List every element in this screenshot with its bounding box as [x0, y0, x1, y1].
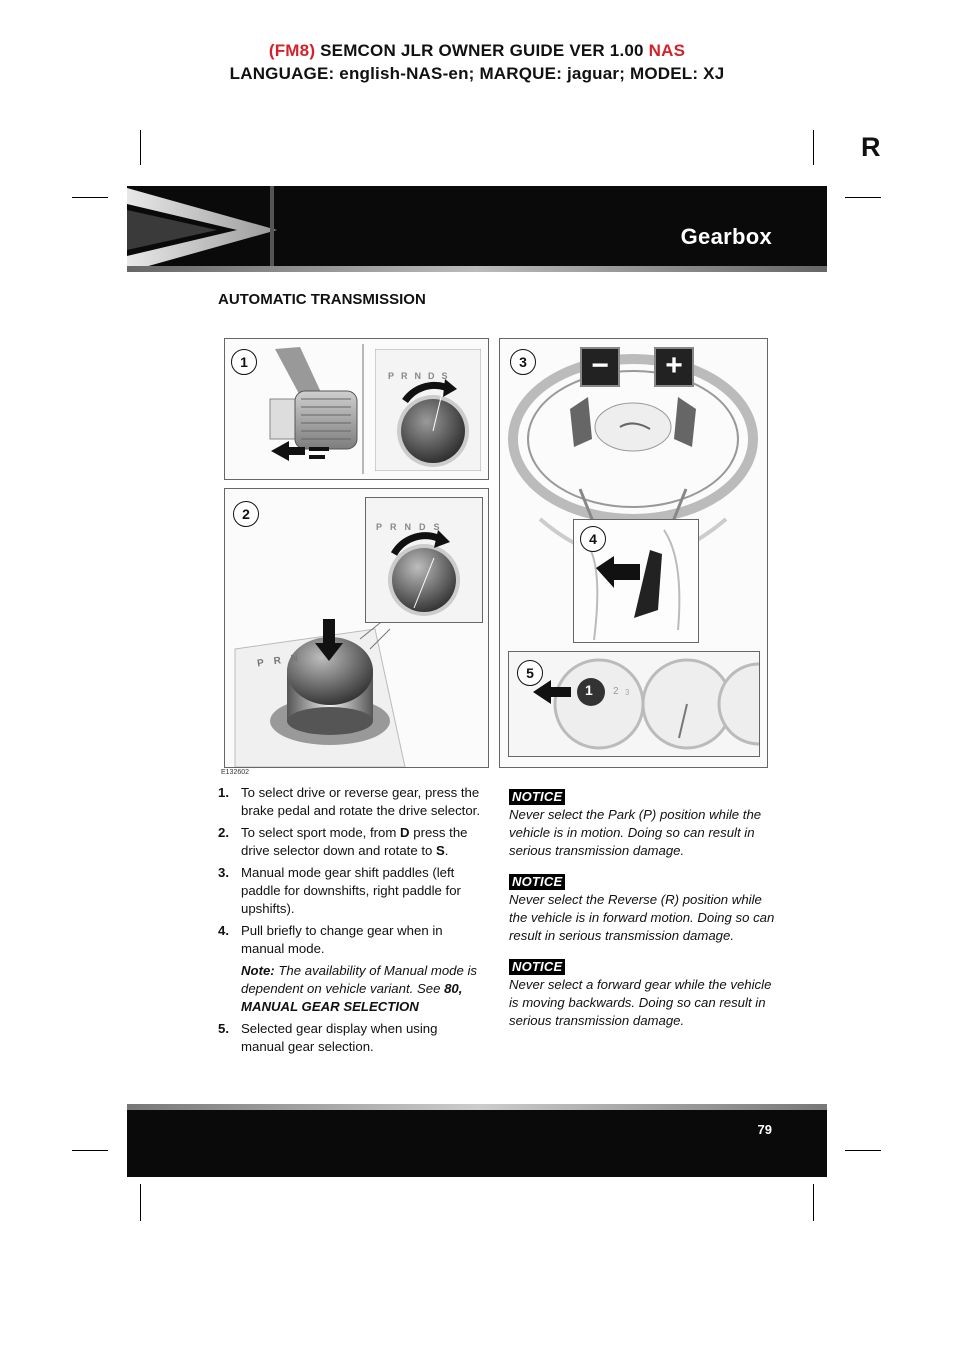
gear-p-2: P — [376, 522, 391, 532]
availability-note — [218, 962, 482, 1016]
panel-steering-paddles — [499, 338, 768, 768]
gear-display-2: 2 — [613, 686, 619, 697]
gear-s: S — [441, 371, 455, 381]
drive-selector-inset-2 — [365, 497, 483, 623]
section-heading: AUTOMATIC TRANSMISSION — [218, 291, 426, 308]
notice — [509, 958, 777, 1030]
callout-2: 2 — [233, 501, 259, 527]
step-text: . — [444, 843, 449, 858]
step-number: 3. — [218, 865, 229, 880]
step-number: 5. — [218, 1021, 229, 1036]
crop-mark — [72, 197, 108, 198]
drive-selector-inset-1 — [375, 349, 481, 471]
step-number: 1. — [218, 785, 229, 800]
panel-sport-mode — [224, 488, 489, 768]
notice-label: NOTICE — [509, 789, 565, 805]
crop-mark — [813, 1184, 814, 1221]
gear-s-2: S — [433, 522, 448, 532]
crop-mark — [813, 130, 814, 165]
upshift-plus-icon: + — [654, 347, 694, 387]
gear-p-lower: P — [256, 656, 275, 670]
instrument-cluster-graphic — [509, 652, 759, 756]
note-label: Note: — [241, 963, 275, 978]
document-header-line2: LANGUAGE: english-NAS-en; MARQUE: jaguar; MODEL: XJ — [229, 64, 725, 83]
step-bold-d: D — [400, 825, 410, 840]
list-item — [218, 922, 482, 958]
rotary-selector-graphic — [375, 349, 481, 471]
notice-label: NOTICE — [509, 874, 565, 890]
footer-gradient-strip — [127, 1104, 827, 1112]
note-text: The availability of Manual mode is dependent on vehicle variant. See — [241, 963, 478, 996]
gear-n-lower: N — [290, 651, 309, 665]
step-text: Selected gear display when using manual gear selection. — [241, 1021, 438, 1054]
gear-display-3: 3 — [625, 688, 630, 697]
notice — [509, 873, 777, 945]
downshift-minus-icon: − — [580, 347, 620, 387]
header-guide-title: SEMCON JLR OWNER GUIDE VER 1.00 — [315, 41, 649, 60]
callout-5: 5 — [517, 660, 543, 686]
crop-mark — [845, 197, 881, 198]
document-header-line1 — [0, 41, 954, 61]
rotary-selector-sport-graphic — [366, 498, 482, 622]
notice-label: NOTICE — [509, 959, 565, 975]
crop-mark — [140, 1184, 141, 1221]
note-reference-link[interactable]: 80, MANUAL GEAR SELECTION — [241, 981, 463, 1014]
list-item — [218, 864, 482, 918]
step-number: 2. — [218, 825, 229, 840]
step-bold-s: S — [436, 843, 445, 858]
instruction-list — [218, 784, 482, 1060]
callout-3: 3 — [510, 349, 536, 375]
footer-bar — [127, 1104, 827, 1177]
gear-d: D — [428, 371, 442, 381]
callout-4: 4 — [580, 526, 606, 552]
step-text: press the drive selector down and rotate to — [241, 825, 468, 858]
gear-n: N — [414, 371, 429, 381]
gear-d-2: D — [419, 522, 434, 532]
notice-text: Never select the Reverse (R) position while the vehicle is in forward motion. Doing so can result in serious transmission damage. — [509, 892, 775, 943]
list-item — [218, 824, 482, 860]
gear-letters-row — [388, 371, 455, 381]
notice — [509, 788, 777, 860]
list-item — [218, 784, 482, 820]
step-text: To select drive or reverse gear, press the brake pedal and rotate the drive selector. — [241, 785, 480, 818]
gear-r-lower: R — [272, 653, 292, 668]
crop-mark — [140, 130, 141, 165]
paddle-pull-inset — [573, 519, 699, 643]
callout-1: 1 — [231, 349, 257, 375]
notice-text: Never select a forward gear while the vehicle is moving backwards. Doing so can result in serious transmission damage. — [509, 977, 772, 1028]
figure-id: E132602 — [221, 769, 250, 776]
panel-brake-and-selector — [224, 338, 489, 480]
step-text: Pull briefly to change gear when in manual mode. — [241, 923, 443, 956]
step-text: Manual mode gear shift paddles (left paddle for downshifts, right paddle for upshifts). — [241, 865, 461, 916]
page-number: 79 — [757, 1122, 772, 1137]
chapter-title: Gearbox — [680, 224, 772, 249]
gear-display-inset — [508, 651, 760, 757]
gear-r-2: R — [390, 522, 405, 532]
transmission-illustration — [218, 333, 770, 769]
gear-p: P — [388, 371, 402, 381]
section-letter: R — [861, 132, 881, 162]
notice-list — [509, 788, 777, 1043]
crop-mark — [72, 1150, 108, 1151]
list-item — [218, 1020, 482, 1056]
chapter-banner — [127, 186, 827, 272]
header-market: NAS — [648, 41, 686, 60]
crop-mark — [845, 1150, 881, 1151]
header-fm-code: (FM8) — [268, 41, 316, 60]
notice-text: Never select the Park (P) position while the vehicle is in motion. Doing so can result in serious transmission damage. — [509, 807, 762, 858]
selected-gear-1: 1 — [585, 682, 593, 698]
gear-letters-row-2 — [376, 522, 448, 532]
step-text: To select sport mode, from — [241, 825, 401, 840]
gear-n-2: N — [404, 522, 420, 532]
gear-r: R — [401, 371, 415, 381]
step-number: 4. — [218, 923, 229, 938]
